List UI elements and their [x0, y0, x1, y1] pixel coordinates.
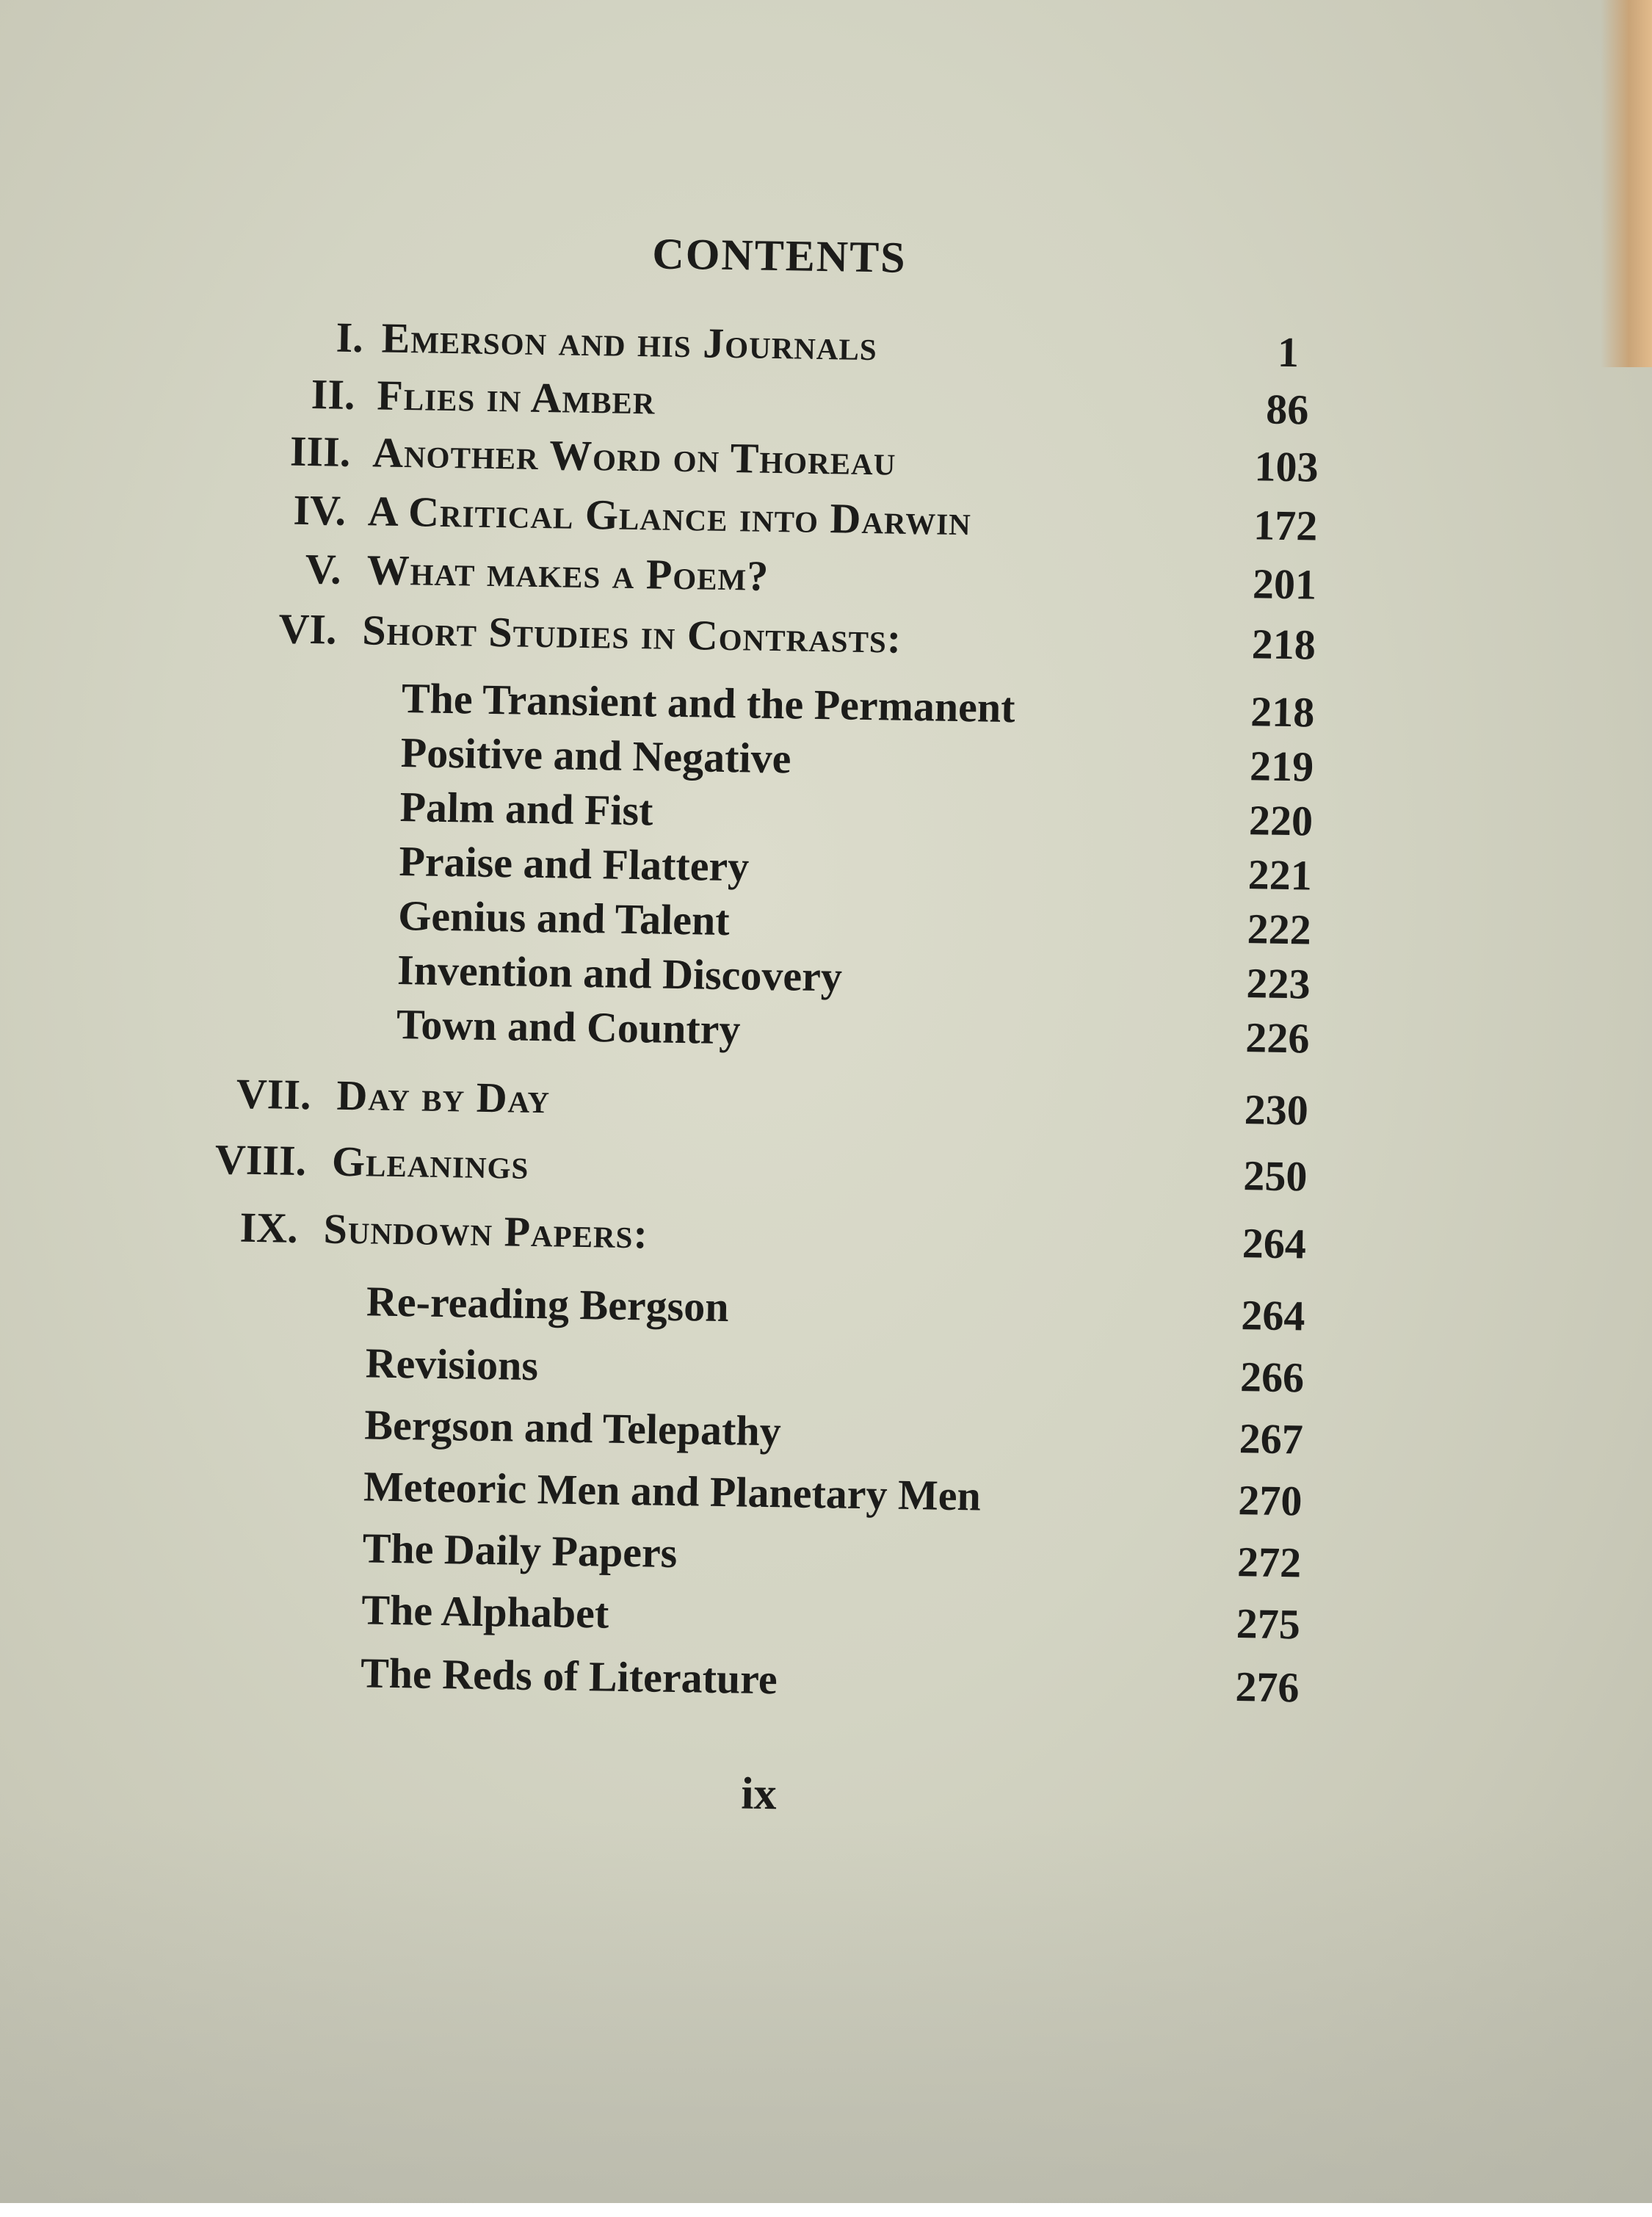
section-title: Genius and Talent [397, 891, 731, 945]
page-number: 266 [1239, 1353, 1305, 1402]
page-number: 219 [1249, 742, 1314, 791]
chapter-title: Short Studies in Contrasts: [361, 606, 902, 662]
toc-entry-chapter-9 [0, 1202, 1649, 1281]
chapter-numeral: I. [336, 313, 364, 362]
section-title: The Daily Papers [362, 1524, 678, 1577]
page-number: 272 [1236, 1538, 1302, 1587]
page-number: 103 [1254, 442, 1319, 491]
page-number: 172 [1253, 501, 1318, 550]
section-title: Bergson and Telepathy [363, 1400, 782, 1455]
page-number: 223 [1246, 959, 1311, 1008]
chapter-title: Another Word on Thoreau [372, 428, 896, 485]
page-number: 218 [1251, 620, 1316, 669]
contents-heading: CONTENTS [651, 229, 907, 282]
section-title: The Reds of Literature [360, 1649, 778, 1704]
chapter-numeral: IX. [239, 1203, 299, 1252]
page-number: 264 [1242, 1219, 1307, 1268]
chapter-title: Emerson and his Journals [381, 314, 878, 370]
section-title: Praise and Flattery [399, 837, 750, 891]
chapter-numeral: II. [311, 370, 355, 419]
page-number: 201 [1252, 560, 1317, 609]
chapter-numeral: IV. [293, 485, 347, 535]
page-number: 230 [1244, 1085, 1309, 1135]
page-number: 267 [1239, 1414, 1304, 1464]
section-title: Invention and Discovery [396, 946, 843, 1001]
toc-entry-section [0, 1646, 1642, 1724]
chapter-title: Day by Day [336, 1071, 551, 1123]
page-number: 250 [1242, 1151, 1308, 1201]
section-title: Palm and Fist [399, 783, 653, 835]
page-number: 220 [1248, 796, 1314, 845]
section-title: Re-reading Bergson [366, 1277, 730, 1331]
section-title: The Transient and the Permanent [401, 674, 1016, 732]
page-number: 275 [1236, 1599, 1301, 1649]
page-number: 218 [1250, 687, 1315, 737]
chapter-title: Sundown Papers: [323, 1204, 649, 1258]
chapter-title: Flies in Amber [376, 371, 656, 424]
chapter-numeral: VII. [236, 1069, 312, 1119]
section-title: Town and Country [396, 999, 741, 1054]
chapter-numeral: V. [305, 544, 342, 593]
chapter-title: What makes a Poem? [366, 546, 769, 600]
chapter-numeral: VIII. [214, 1135, 307, 1185]
section-title: Revisions [365, 1339, 539, 1390]
chapter-title: Gleanings [331, 1137, 529, 1188]
page-number: 264 [1240, 1291, 1305, 1340]
page-number: 1 [1277, 328, 1300, 377]
page-number: 276 [1234, 1663, 1300, 1712]
page-number: 86 [1265, 385, 1309, 434]
page-number: 270 [1237, 1476, 1303, 1525]
chapter-title: A Critical Glance into Darwin [367, 487, 972, 545]
chapter-numeral: III. [289, 427, 351, 476]
toc-entry-chapter-8 [0, 1135, 1650, 1213]
chapter-numeral: VI. [278, 604, 337, 654]
section-title: The Alphabet [361, 1585, 609, 1638]
section-title: Meteoric Men and Planetary Men [363, 1462, 982, 1520]
page-number: 226 [1245, 1013, 1310, 1063]
page-number: 221 [1247, 850, 1313, 900]
section-title: Positive and Negative [400, 728, 791, 783]
page-number: 222 [1247, 905, 1312, 954]
folio-page-number: ix [740, 1768, 778, 1820]
